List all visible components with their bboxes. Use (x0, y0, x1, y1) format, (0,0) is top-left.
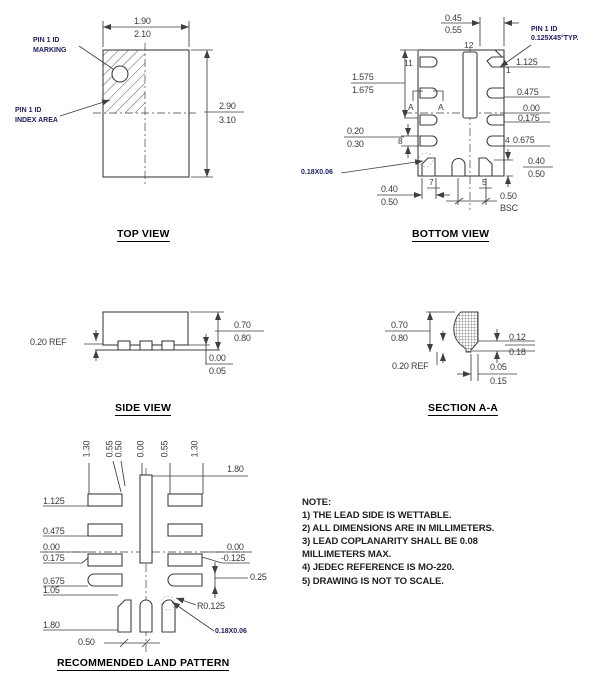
notes-block (302, 496, 557, 588)
bv-top-dim-max: 0.55 (445, 25, 462, 35)
sv-standoff-dim-max: 0.05 (209, 366, 226, 376)
pin-7-number: 7 (429, 177, 434, 187)
side-view-title: SIDE VIEW (115, 402, 172, 414)
bv-right-dim-0175: 0.175 (518, 113, 540, 123)
sec-foot-dim-min: 0.05 (490, 362, 507, 372)
lp-left-dim-0475: 0.475 (43, 526, 65, 536)
top-height-dim-min: 2.90 (219, 101, 236, 111)
lp-top-dim-055-left: 0.55 (104, 440, 115, 458)
lp-left-dim-180: 1.80 (43, 620, 60, 630)
bv-right-dim5-min: 0.40 (528, 156, 545, 166)
note-line: 4) JEDEC REFERENCE IS MO-220. (302, 562, 455, 574)
lp-left-dim-0175: 0.175 (43, 553, 65, 563)
pin1-marking-label-line1: PIN 1 ID (33, 37, 60, 44)
bv-right-dim-000: 0.00 (523, 103, 540, 113)
lp-bottom-dim-050: 0.50 (78, 637, 95, 647)
lp-left-dim-0675: 0.675 (43, 576, 65, 586)
lp-right-dim-000: 0.00 (227, 542, 244, 552)
notes-heading: NOTE: (302, 497, 332, 508)
sv-height-dim-max: 0.80 (234, 333, 251, 343)
lp-top-dim-000: 0.00 (135, 440, 146, 458)
pin-5-number: 5 (482, 177, 487, 187)
bv-chamfer-callout: 0.18X0.06 (301, 169, 333, 176)
section-marker-a-right: A (438, 102, 444, 112)
section-aa-title: SECTION A-A (428, 402, 499, 414)
note-line: 2) ALL DIMENSIONS ARE IN MILLIMETERS. (302, 523, 495, 535)
pin-8-number: 8 (398, 136, 403, 146)
bv-left-dim2-max: 0.30 (347, 139, 364, 149)
lp-top-dim-055-right: 0.55 (159, 440, 170, 458)
bv-top-dim-min: 0.45 (445, 13, 462, 23)
pin1-marking-label-line2: MARKING (33, 47, 67, 54)
sec-ref-dim: 0.20 REF (392, 361, 429, 371)
top-width-dim-max: 2.10 (134, 29, 151, 39)
top-height-dim-max: 3.10 (219, 115, 236, 125)
sec-step-dim-min: 0.12 (509, 332, 526, 342)
note-line: MILLIMETERS MAX. (302, 549, 392, 561)
lp-left-dim-105: 1.05 (43, 585, 60, 595)
pin1-index-label-line1: PIN 1 ID (15, 107, 42, 114)
lp-right-dim-025: 0.25 (250, 572, 267, 582)
pin1-index-label-line2: INDEX AREA (15, 117, 58, 124)
lp-top-dim-050: 0.50 (113, 440, 124, 458)
pin-1-number: 1 (506, 65, 511, 75)
bv-pitch-dim-value: 0.50 (500, 191, 517, 201)
bv-pitch-dim-bsc: BSC (500, 203, 518, 213)
bv-pin1-callout-line2: 0.125X45°TYP. (531, 35, 579, 42)
sec-step-dim-max: 0.18 (509, 347, 526, 357)
sec-height-dim-max: 0.80 (391, 333, 408, 343)
lp-left-dim-000: 0.00 (43, 542, 60, 552)
bv-bottom-left-dim-min: 0.40 (381, 184, 398, 194)
lp-top-dim-130-right: 1.30 (189, 440, 200, 458)
pin-11-number: 11 (404, 58, 413, 68)
bv-right-dim-0475: 0.475 (517, 87, 539, 97)
section-marker-a-left: A (408, 102, 414, 112)
sv-ref-dim: 0.20 REF (30, 337, 67, 347)
note-line: 5) DRAWING IS NOT TO SCALE. (302, 575, 444, 587)
bv-right-dim-0675: 0.675 (513, 135, 535, 145)
bv-left-dim1-min: 1.575 (352, 72, 374, 82)
land-pattern-title: RECOMMENDED LAND PATTERN (57, 657, 230, 669)
lp-top-dim-130-left: 1.30 (81, 440, 92, 458)
bv-pin1-callout-line1: PIN 1 ID (531, 26, 558, 33)
lp-chamfer-callout: 0.18X0.06 (215, 628, 247, 635)
top-view-title: TOP VIEW (117, 228, 170, 240)
bv-left-dim1-max: 1.675 (352, 85, 374, 95)
bottom-view-title: BOTTOM VIEW (412, 228, 490, 240)
lp-slot-dim: 1.80 (227, 464, 244, 474)
note-line: 1) THE LEAD SIDE IS WETTABLE. (302, 510, 452, 522)
sec-height-dim-min: 0.70 (391, 320, 408, 330)
sec-foot-dim-max: 0.15 (490, 376, 507, 386)
bv-right-dim-1125: 1.125 (516, 57, 538, 67)
top-view-linework (60, 21, 244, 186)
bv-right-dim5-max: 0.50 (528, 169, 545, 179)
pin-4-number: 4 (505, 135, 510, 145)
sv-height-dim-min: 0.70 (234, 320, 251, 330)
pin-12-number: 12 (464, 40, 474, 50)
bv-bottom-left-dim-max: 0.50 (381, 197, 398, 207)
sv-standoff-dim-min: 0.00 (209, 353, 226, 363)
note-line: 3) LEAD COPLANARITY SHALL BE 0.08 (302, 536, 478, 548)
lp-radius-callout: R0.125 (197, 601, 225, 611)
lp-right-dim-n0125: -0.125 (221, 553, 246, 563)
bv-left-dim2-min: 0.20 (347, 126, 364, 136)
top-width-dim-min: 1.90 (134, 16, 151, 26)
lp-left-dim-1125: 1.125 (43, 496, 65, 506)
